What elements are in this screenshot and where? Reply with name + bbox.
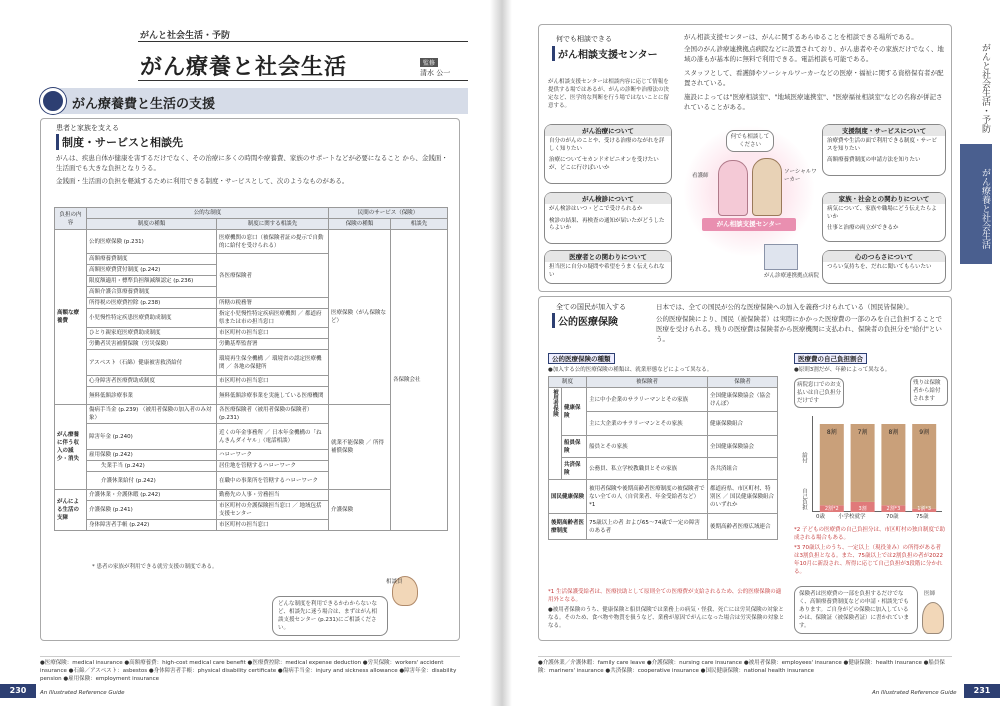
bubble-item: 高額療養費制度の申請方法を知りたい [827,157,921,163]
types-sub: 共済保険 [562,458,587,480]
bubble-item: 仕事と治療の両立ができるか [827,225,899,231]
types-cell: 後期高齢者医療広域連合 [708,514,778,540]
table-cell: 勤務先の人事・労務担当 [217,490,329,501]
section-label: がんと社会生活・予防 [140,31,231,41]
table-cell: 介護休業・介護休暇 (p.242) [87,490,217,501]
book-title-right: An Illustrated Reference Guide [872,690,957,696]
right-page [512,0,1000,706]
table-cell: 在職中の事業所を管轄するハローワーク [217,472,329,490]
benefit-bar [820,424,844,505]
terms-right: ●介護休業／介護休暇：family care leave ●介護保険：nursing care insurance ●被用者保険：employees' insurance ●健康保険：health insurance ●船員保険：mariners' insurance ●共済保険：cooperative insurance ●国民健康保険：national health insurance [538,656,952,675]
center-banner: がん相談支援センター [702,218,796,231]
chart-x-labels [812,513,942,523]
page-number-right: 231 [964,684,1000,698]
terms-left: ●医療保険：medical insurance ●高額療養費：high-cost medical care benefit ●医療費控除：medical expense deduction ●労災保険：workers' accident insurance ●石綿／アスベスト：asbestos ●身体障害者手帳：physical disability certificate ●傷病手当金：injury and sickness allowance ●障害年金：disability pension ●雇用保険：employment insurance [40,656,460,683]
table-cell: 所轄の税務署 [217,298,329,309]
chart-axis-label: 給付 [801,452,807,463]
bubble-item: つらい気持ちを、だれに聞いてもらいたい [827,264,932,270]
th-contact: 制度に関する相談先 [217,219,329,230]
support-table [54,207,448,531]
counselor-name: 相談員 [386,579,403,585]
bubble-item: 治療費や生活の面で利用できる制度・サービスを知りたい [827,138,938,152]
types-group: 後期高齢者医療制度 [549,514,587,540]
title-rule-bottom [138,80,468,81]
private-type: 就業不能保険 ／ 所得補償保険 [329,405,391,490]
hospital-label: がん診療連携拠点病院 [764,273,820,279]
bubble-family [822,192,946,242]
table-cell: 労働基準監督署 [217,339,329,350]
role-social: ソーシャルワーカー [784,169,817,183]
th-public: 公的な制度 [87,208,329,219]
intro-bullet-1: がん相談支援センターは、がんに関するあらゆることを相談できる場所である。 [684,33,918,41]
table-cell: 近くの年金事務所 ／ 日本年金機構の「ねんきんダイヤル」（電話相談） [217,424,329,450]
social-worker-figure [752,158,782,216]
th-private-type: 保険の種類 [329,219,391,230]
chart-bubble-2: 残りは保険者から給付されます [910,376,948,406]
types-bullet-2: ●被用者保険のうち、健康保険と船員保険では業務上の病気・怪我、死亡には労災保険の対象となる。そのため、食べ物や物質を扱うなど、業務が原因でがんになった場合は労災保険の対象となる。 [548,607,785,629]
private-type: 介護保険 [329,490,391,531]
table-cell: 雇用保険 (p.242) [87,450,217,461]
types-group: 被用者保険 [549,388,562,480]
table-cell: アスベスト（石綿）健康被害救済給付 [87,350,217,376]
title-rule [138,41,468,42]
types-cell: 公務員、私立学校教職員とその家族 [587,458,708,480]
section-band [40,88,468,114]
table-cell: 失業手当 (p.242) [87,461,217,472]
side-tab-active[interactable]: がん療養と社会生活 [960,144,992,264]
table-cell: 無料低額診療事業を実施している医療機関 [217,387,329,405]
side-tab-section[interactable]: がんと社会生活・予防 [980,43,990,133]
table-cell: ひとり親家庭医療費助成制度 [87,328,217,339]
benefit-bar [912,424,936,509]
table-cell: 市区町村の担当窓口 [217,520,329,531]
table-cell: 公的医療保険 (p.231) [87,230,217,254]
self-pay-label: 1割*3 [917,506,932,512]
bubble-treatment [544,124,672,184]
table-cell: 無料低額診療事業 [87,387,217,405]
book-title-left: An Illustrated Reference Guide [40,690,125,696]
table-cell: 指定小児慢性特定疾病医療機関 ／ 都道府県または市の担当窓口 [217,309,329,328]
types-cell: 全国健康保険協会 [708,436,778,458]
intro-bullet-2: 全国のがん診療連携拠点病院などに設置されており、がん患者やその家族だけでなく、地域の誰もが基本的に無料で利用できる。電話相談も可能である。 [684,45,944,63]
types-cell: 被用者保険や後期高齢者医療制度の被保険者でない全ての人（自営業者、年金受給者など）*1 [587,480,708,514]
types-note: ●加入する公的医療保険の種類は、就業形態などによって異なる。 [548,367,713,373]
benefit-label: 8割 [826,429,837,436]
self-pay-label: 3割 [858,506,867,512]
center-quote: 何でも相談してください [726,130,774,152]
nurse-figure [718,160,748,216]
types-table [548,376,778,540]
left-page [0,0,490,706]
bubble-item: 自分のがんのことや、受ける治療のながれを詳しく知りたい [549,138,665,152]
book-gutter [490,0,512,706]
table-cell: 市区町村の介護保険担当窓口 ／ 地域包括支援センター [217,501,329,520]
bubble-medical-staff [544,250,672,284]
side-note: がん相談支援センターは相談内容に応じて情報を提供する場ではあるが、がんの診断や治療法の決定など、医学的な判断を行う場ではないことに留意する。 [548,79,670,109]
doctor-speech: 保険者は医療費の一部を負担するだけでなく、高額療養費制度などの申請・相談先でもあります。ご自身がどの保険に加入しているかは、保険証（被保険者証）に書かれています。 [794,586,918,634]
table-cell: 労働者災害補償保険（労災保険） [87,339,217,350]
benefit-label: 9割 [919,429,930,436]
page-number-left: 230 [0,684,36,698]
bubble-item: 担当医に自分の疑問や希望をうまく伝えられない [549,264,665,278]
bubble-screening [544,192,672,244]
table-cell: 市区町村の担当窓口 [217,376,329,387]
intro-bullet-3: スタッフとして、看護師やソーシャルワーカーなどの医療・福祉に関する資格保有者が配置されている。 [684,69,944,87]
kicker-1: 何でも相談できる [556,35,612,43]
chart-axis-label-2: 自己負担 [801,488,807,510]
bullet-1: がんは、疾患自体が健康を害するだけでなく、その治療に多くの時間や療養費、家族のサポートなどが必要になること から、金銭面・生活面でも大きな負担となりうる。 [56,154,448,172]
bubble-title: 家族・社会との関わりについて [823,193,945,204]
chart-header: 医療費の自己負担割合 [794,353,867,364]
table-cell: 身体障害者手帳 (p.242) [87,520,217,531]
insurance-bullet-2: 公的医療保険により、国民（被保険者）は実際にかかった医療費の一部のみを自己負担することで医療を受けられる。残りの医療費は保険者から医療機関に支払われ、保険者の負担分を"給付"という。 [656,315,942,343]
sub-title: 制度・サービスと相談先 [56,134,183,150]
insurance-bullet-1: 日本では、全ての国民が公的な医療保険への加入を義務づけられている（国民皆保険）。 [656,303,913,311]
private-contact: 各保険会社 [391,230,448,531]
table-cell: 所得税の医療費控除 (p.238) [87,298,217,309]
types-footnote: *1 生活保護受給者は、医療扶助として原則全ての医療費が支給されるため、公的医療保険の適用外となる。 [548,589,782,603]
table-footnote: * 患者の家族が利用できる就労支援の制度である。 [92,564,218,570]
table-cell: 介護休業給付 (p.242) [87,472,217,490]
chart-area [812,416,942,512]
th-private: 民間のサービス（保険） [329,208,448,219]
table-cell: 居住地を管轄するハローワーク [217,461,329,472]
bubble-title: がん検診について [545,193,671,204]
types-cell: 都道府県、市区町村、特別区 ／ 国民健康保険組合のいずれか [708,480,778,514]
bubble-support [822,124,946,176]
sub-kicker: 患者と家族を支える [56,124,119,132]
bubble-title: がん治療について [545,125,671,136]
table-cell: 医療機関の窓口（被保険者証の提示で自動的に給付を受けられる） [217,230,329,254]
x-tick: 小学校就学 [838,514,866,520]
hospital-icon [764,244,798,270]
types-sub: 船員保険 [562,436,587,458]
th-insured: 被保険者 [587,377,708,388]
bubble-title: 心のつらさについて [823,251,945,262]
table-cell: 介護保険 (p.241) [87,501,217,520]
bubble-item: 病気について、家族や職場にどう伝えたらよいか [827,206,937,220]
group-name: 高額な療養費 [55,230,87,405]
bubble-title: 医療者との関わりについて [545,251,671,262]
self-pay-label: 2割*2 [824,506,839,512]
title-1: がん相談支援センター [552,46,658,61]
table-cell: 高額医療費貸付制度 (p.242) [87,265,217,276]
kicker-2: 全ての国民が加入する [556,303,626,311]
table-cell: 高額療養費制度 [87,254,217,265]
table-cell: ハローワーク [217,450,329,461]
types-cell: 船員とその家族 [587,436,708,458]
doctor-icon [922,602,944,634]
group-name: がんによる生活の支障 [55,490,87,531]
chart-bubble-1: 病院窓口でのお支払いは自己負担分だけです [794,378,844,408]
editor-badge: 監修 [420,58,438,67]
title-2: 公的医療保険 [552,313,618,328]
group-name: がん療養に伴う収入の減少・消失 [55,405,87,490]
benefit-label: 7割 [857,429,868,436]
table-cell: 障害年金 (p.240) [87,424,217,450]
th-system: 制度 [549,377,587,388]
editor-name: 清水 公一 [420,69,451,77]
bubble-item: 治療についてセカンドオピニオンを受けたいが、どこに行けばいいか [549,157,659,171]
page-title: がん療養と社会生活 [140,55,348,80]
footnote-3: *3 70歳以上のうち、一定以上（現役並み）の所得がある者は3割負担となる。また、75歳以上では2割負担の者が2022年10月に新設され、所得に応じて自己負担が3段階に分かれる。 [794,545,943,575]
table-cell: 各医療保険者 [217,254,329,298]
table-cell: 傷病手当金 (p.239) （被用者保険の加入者のみ対象） [87,405,217,424]
doctor-name: 医師 [924,591,936,597]
chart-svg [813,416,943,512]
table-cell: 限度額適用・標準負担額減額認定 (p.236) [87,276,217,287]
self-pay-label: 2割*3 [886,506,901,512]
private-type: 医療保険（がん保険など） [329,230,391,405]
th-type: 制度の種類 [87,219,217,230]
table-cell: 市区町村の担当窓口 [217,328,329,339]
th-burden: 負担の内容 [55,208,87,230]
bubble-item: 検診の結果、再検査の通知が届いたがどうしたらよいか [549,217,665,231]
x-tick: 70歳 [886,514,899,520]
table-cell: 小児慢性特定疾患医療費助成制度 [87,309,217,328]
band-title: がん療養費と生活の支援 [72,97,216,112]
table-cell: 高額介護合算療養費制度 [87,287,217,298]
types-cell: 主に大企業のサラリーマンとその家族 [587,412,708,436]
table-cell: 各医療保険者（被用者保険の保険者） (p.231) [217,405,329,424]
bubble-mental [822,250,946,284]
table-cell: 心身障害者医療費助成制度 [87,376,217,387]
types-cell: 各共済組合 [708,458,778,480]
intro-bullet-4: 施設によっては"医療相談室"、"地域医療連携室"、"医療福祉相談室"などの名称が併記されていることがある。 [684,93,943,111]
bullet-2: 金銭面・生活面の負担を軽減するために利用できる制度・サービスとして、次のようなものがある。 [56,177,349,185]
types-header: 公的医療保険の種類 [548,353,615,364]
bubble-item: がん検診はいつ・どこで受けられるか [549,206,643,212]
band-circle-icon [40,88,66,114]
th-insurer: 保険者 [708,377,778,388]
bubble-title: 支援制度・サービスについて [823,125,945,136]
types-cell: 主に中小企業のサラリーマンとその家族 [587,388,708,412]
counselor-speech: どんな制度を利用できるかわからないなど、相談先に迷う場合は、まずはがん相談支援センター (p.231)にご相談ください。 [272,596,388,636]
x-tick: 75歳 [916,514,929,520]
types-cell: 全国健康保険協会（協会けんぽ） [708,388,778,412]
chart-note: ●原則3割だが、年齢によって異なる。 [794,367,891,373]
types-sub: 健康保険 [562,388,587,436]
x-tick: 0歳 [816,514,825,520]
types-cell: 健康保険組合 [708,412,778,436]
table-cell: 環境再生保全機構 ／ 環境省の認定医療機関 ／ 各地の保健所 [217,350,329,376]
benefit-bar [881,424,905,505]
role-nurse: 看護師 [692,173,709,179]
footnote-2: *2 子どもの医療費の自己負担分は、市区町村の独自制度で助成される場合もある。 [794,527,945,541]
types-cell: 75歳以上の者 および65〜74歳で一定の障害のある者 [587,514,708,540]
benefit-label: 8割 [888,429,899,436]
types-group: 国民健康保険 [549,480,587,514]
th-private-contact: 相談先 [391,219,448,230]
